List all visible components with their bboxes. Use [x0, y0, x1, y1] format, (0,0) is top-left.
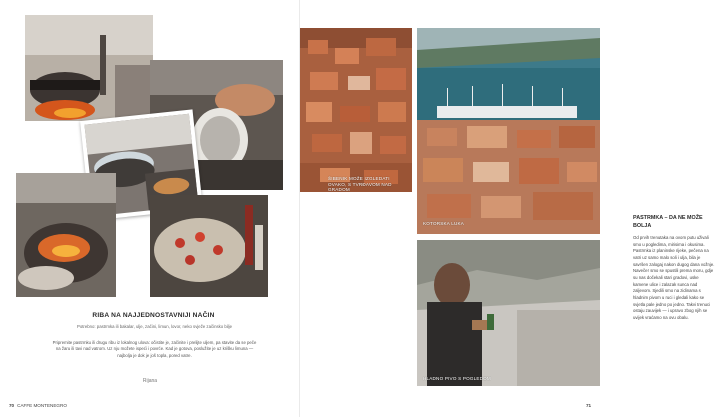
- recipe-signature: Rijana: [142, 378, 158, 384]
- article-body: Od prvih trenutaka na ovom putu uživali smo u pogledima, mirisima i okusima. Pastrmka iz planinske rijeke, pečena na vatri uz samo malo soli i ulja, bila je savršen zalogaj nakon dugog dana vožnje. Navečer smo se spustili prema moru, gdje su nas dočekali stari gradovi, uske kamene ulice i zalazak sunca nad zaljevom. Sjedili smo na zidinama s hladnim pivom u ruci i gledali kako se svjetla pale jedno po jedno. Takvi trenuci ostaju zauvijek — i upravo zbog njih se uvijek vraćamo na ovu obalu.: [633, 235, 715, 320]
- right-page: [300, 0, 715, 417]
- recipe-title: RIBA NA NAJJEDNOSTAVNIJI NAČIN: [92, 312, 215, 319]
- page-number-left: 70: [9, 403, 15, 408]
- magazine-name: CAFFE MONTENEGRO: [17, 403, 67, 408]
- photo-city-aerial: [300, 28, 412, 192]
- left-page: [0, 0, 300, 417]
- page-number-right: 71: [586, 403, 592, 408]
- photo-harbor: [417, 28, 600, 234]
- caption-harbor: KOTORSKA LUKA: [423, 221, 465, 226]
- article-title: PASTRMKA – DA NE MOŽE BOLJA: [633, 215, 703, 229]
- caption-view: HLADNO PIVO S POGLEDOM: [423, 376, 491, 381]
- photo-man-with-beer: [417, 240, 600, 386]
- photo-fish-in-fire: [16, 173, 116, 297]
- folio-right: [586, 403, 594, 408]
- photo-pan-over-fire: [25, 15, 153, 121]
- recipe-ingredients: Potrebno: pastrmka ili bakalar, ulje, začini, limun, lovor, neko svježe začinsko bilje: [76, 324, 232, 329]
- recipe-method: Pripremite pastrmku ili drugu ribu iz lokalnog ulova: očistite je, začinite i prelijte uljem, pa stavite da se peče na žaru ili tavi nad vatrom. Uz nju možete ispeći i povrće. Kad je gotova, poslužite je uz krišku limuna — najbolja je dok je još topla, pored vatre.: [52, 340, 257, 358]
- folio-left: [9, 403, 67, 408]
- caption-city: ŠIBENIK MOŽE IZGLEDATI OVAKO, S TVRĐAVOM NAD GRADOM: [328, 176, 392, 193]
- photo-food-tomatoes: [150, 195, 268, 297]
